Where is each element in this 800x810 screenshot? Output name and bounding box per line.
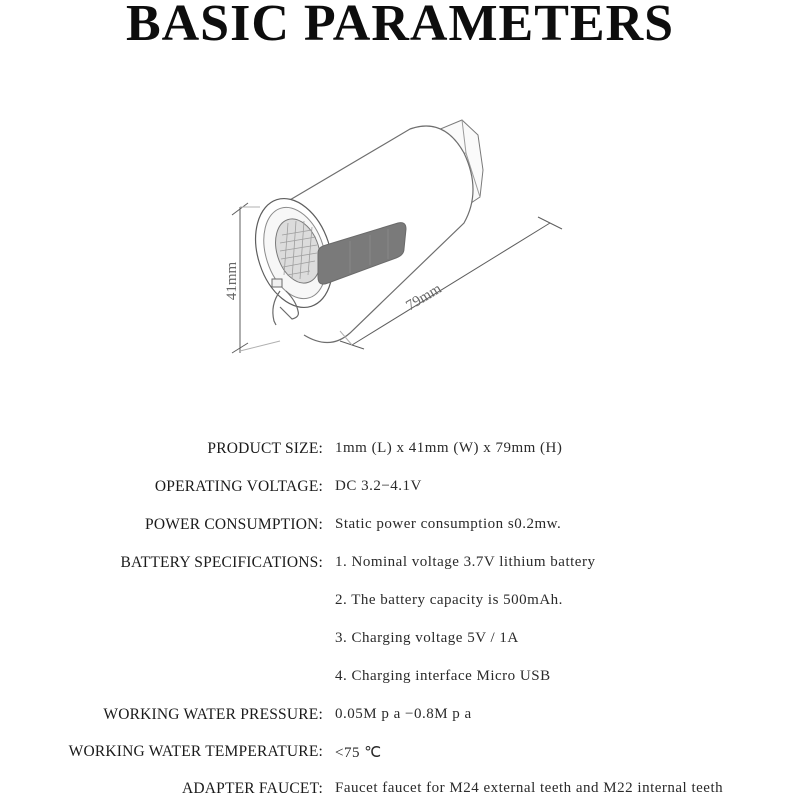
spec-value: Faucet faucet for M24 external teeth and M22 internal teeth (335, 780, 724, 796)
page-title: BASIC PARAMETERS (125, 0, 675, 52)
product-drawing (200, 95, 600, 385)
spec-row-adapter-faucet (0, 780, 800, 810)
spec-row-product-size (0, 440, 800, 470)
spec-label: WORKING WATER TEMPERATURE: (68, 743, 323, 760)
spec-value: 1. Nominal voltage 3.7V lithium battery (335, 554, 596, 570)
spec-label: ADAPTER FAUCET: (181, 780, 323, 797)
spec-label: OPERATING VOLTAGE: (154, 478, 323, 495)
spec-row-water-pressure (0, 706, 800, 736)
spec-row-power-consumption (0, 516, 800, 546)
spec-value: DC 3.2−4.1V (335, 478, 422, 494)
spec-label: PRODUCT SIZE: (207, 440, 323, 457)
spec-row-water-temperature (0, 743, 800, 773)
spec-row-charging-interface (0, 668, 800, 698)
spec-row-battery-capacity (0, 592, 800, 622)
length-dimension-label: 79mm (403, 280, 445, 315)
product-dimension-diagram (200, 95, 600, 385)
spec-value: 1mm (L) x 41mm (W) x 79mm (H) (335, 440, 563, 456)
spec-label: BATTERY SPECIFICATIONS: (120, 554, 323, 571)
spec-value: 3. Charging voltage 5V / 1A (335, 630, 519, 646)
spec-value: 4. Charging interface Micro USB (335, 668, 551, 684)
height-dimension-label: 41mm (224, 261, 240, 301)
spec-value: <75 ℃ (335, 745, 382, 761)
spec-row-battery-specifications (0, 554, 800, 584)
spec-value: 2. The battery capacity is 500mAh. (335, 592, 563, 608)
spec-row-operating-voltage (0, 478, 800, 508)
spec-label: WORKING WATER PRESSURE: (103, 706, 323, 723)
spec-label: POWER CONSUMPTION: (145, 516, 323, 533)
spec-row-charging-voltage (0, 630, 800, 660)
spec-value: 0.05M p a −0.8M p a (335, 706, 472, 722)
spec-value: Static power consumption s0.2mw. (335, 516, 562, 532)
